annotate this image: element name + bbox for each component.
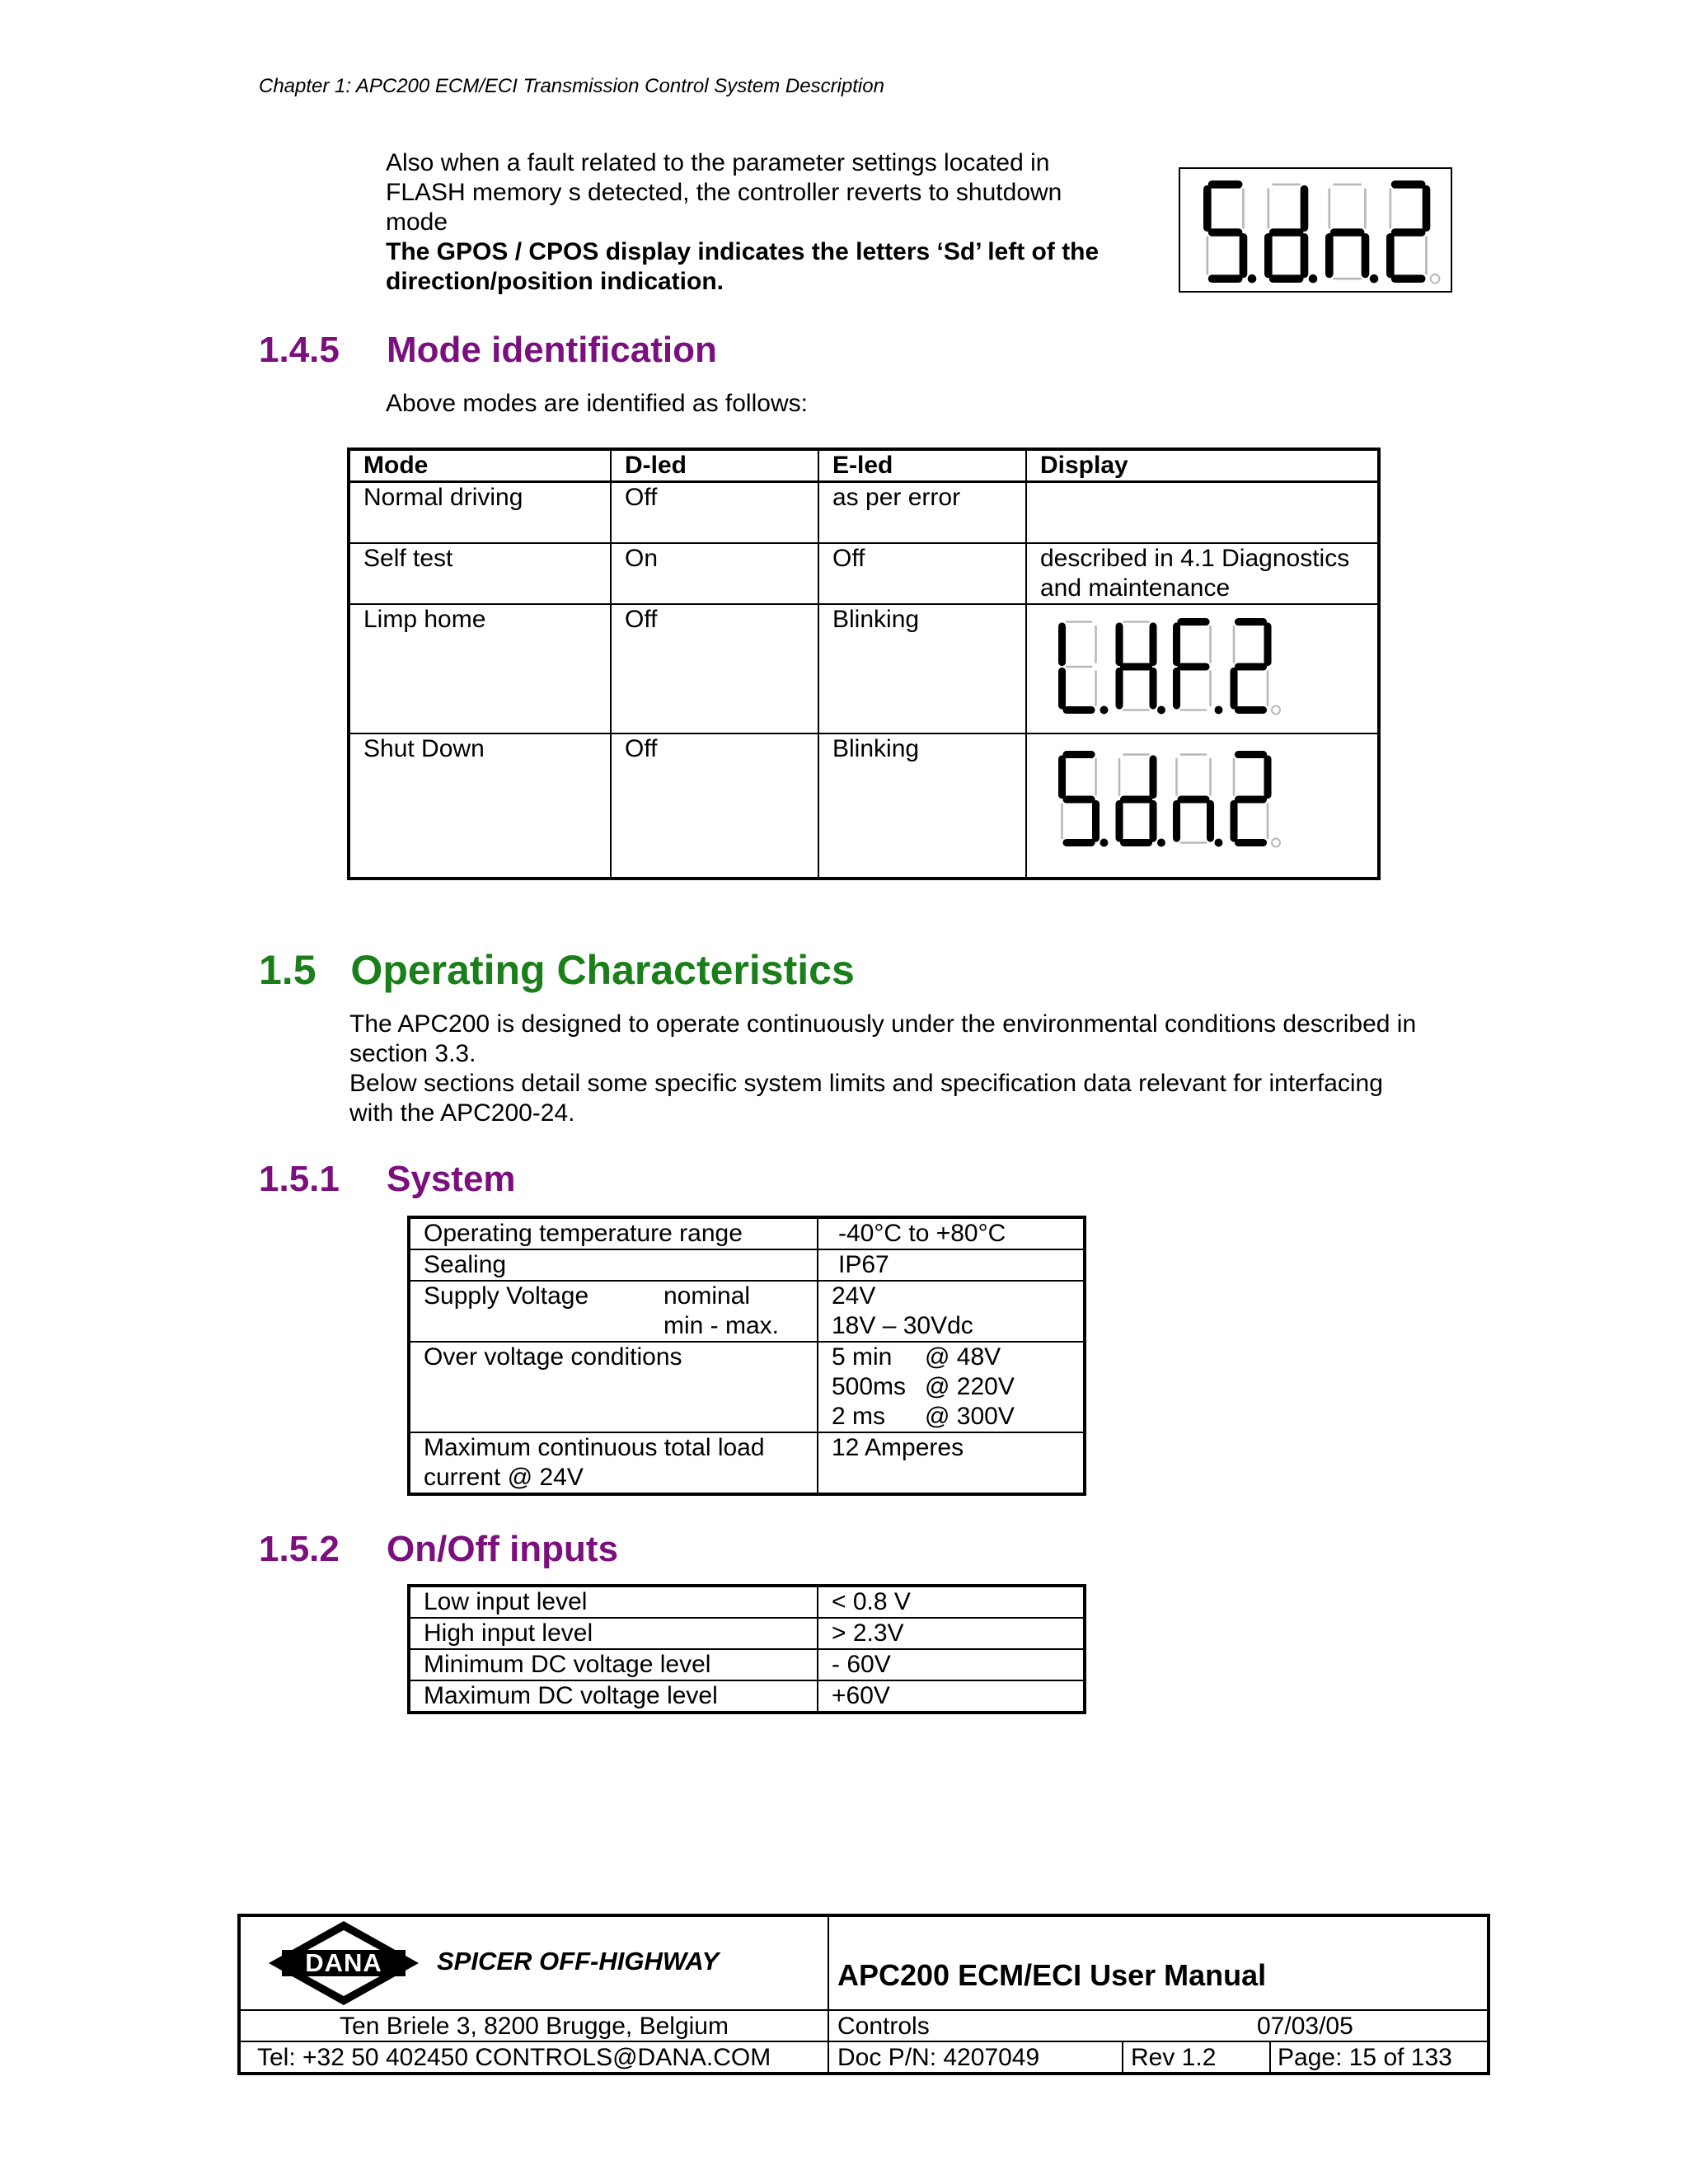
decimal-point (1157, 838, 1165, 846)
decimal-point (1370, 274, 1379, 284)
display-text: and maintenance (1040, 574, 1231, 602)
paragraph-line: Below sections detail some specific system limits and specification data relevant for interfacing (349, 1070, 1383, 1097)
section-number: 1.5.2 (259, 1529, 340, 1569)
spec-value: 12 Amperes (818, 1432, 1085, 1494)
value-text: @ 48V (925, 1343, 1001, 1371)
value-line (832, 1372, 1083, 1402)
section-number: 1.4.5 (259, 330, 340, 370)
seven-segment-svg (1058, 618, 1287, 715)
value-line (832, 1402, 1083, 1432)
spec-value: - 60V (818, 1649, 1085, 1680)
section-title: System (387, 1159, 516, 1199)
spec-value (818, 1281, 1085, 1342)
decimal-point (1431, 274, 1440, 284)
mode-cell: Limp home (349, 604, 611, 733)
dled-cell: Off (611, 733, 818, 879)
seven-segment-svg (1203, 180, 1447, 284)
divider (828, 1917, 829, 2072)
table-row (349, 482, 1379, 543)
decimal-point (1309, 274, 1318, 284)
mode-cell: Self test (349, 543, 611, 604)
spec-label: Minimum DC voltage level (409, 1649, 818, 1680)
section-number: 1.5.1 (259, 1159, 340, 1199)
inputs-table (407, 1584, 1086, 1714)
dled-cell: On (611, 543, 818, 604)
eled-cell: Off (818, 543, 1026, 604)
column-header: Mode (349, 449, 611, 482)
label-text: min - max. (663, 1312, 780, 1339)
intro-line: FLASH memory s detected, the controller reverts to shutdown (386, 179, 1062, 206)
eled-cell: as per error (818, 482, 1026, 543)
divider (1122, 2041, 1123, 2072)
section-number: 1.5 (259, 947, 316, 993)
spec-label: High input level (409, 1618, 818, 1649)
department-text: Controls (837, 2013, 930, 2040)
decimal-point (1100, 705, 1108, 714)
segment-display (1058, 618, 1287, 715)
label-text: current @ 24V (424, 1464, 584, 1491)
spec-value (818, 1217, 1085, 1249)
intro-bold-line: direction/position indication. (386, 268, 724, 295)
value-text: -40°C to +80°C (838, 1220, 1006, 1247)
spec-label: Maximum DC voltage level (409, 1680, 818, 1713)
system-spec-table (407, 1216, 1086, 1496)
table-row (409, 1649, 1085, 1680)
doc-number-text: Doc P/N: 4207049 (837, 2044, 1040, 2071)
chapter-header: Chapter 1: APC200 ECM/ECI Transmission Control System Description (259, 75, 884, 97)
column-header: Display (1026, 449, 1379, 482)
value-text: @ 220V (925, 1373, 1015, 1400)
eled-cell: Blinking (818, 604, 1026, 733)
paragraph-line: with the APC200-24. (349, 1099, 575, 1127)
spec-label (409, 1432, 818, 1494)
label-text: nominal (663, 1282, 751, 1310)
section-title: On/Off inputs (387, 1529, 619, 1569)
table-row (409, 1249, 1085, 1281)
decimal-point (1214, 705, 1222, 714)
revision-text: Rev 1.2 (1131, 2044, 1217, 2071)
section-title: Mode identification (387, 330, 717, 370)
table-row (349, 604, 1379, 733)
dled-cell: Off (611, 604, 818, 733)
seven-segment-svg (1058, 751, 1287, 848)
mode-intro-text: Above modes are identified as follows: (386, 390, 808, 417)
divider (241, 2009, 1487, 2011)
mode-cell: Normal driving (349, 482, 611, 543)
column-header: D-led (611, 449, 818, 482)
section-heading-1-5 (259, 946, 855, 994)
operating-intro (349, 1010, 1503, 1128)
value-text: 18V – 30Vdc (832, 1312, 973, 1339)
decimal-point (1272, 705, 1280, 714)
spec-label (409, 1281, 818, 1342)
label-text: Maximum continuous total load (424, 1434, 765, 1461)
paragraph-line: section 3.3. (349, 1040, 476, 1067)
manual-title: APC200 ECM/ECI User Manual (837, 1958, 1267, 1992)
value-text: 500ms (832, 1373, 907, 1400)
column-header: E-led (818, 449, 1026, 482)
table-row (409, 1586, 1085, 1618)
decimal-point (1100, 838, 1108, 846)
display-text: described in 4.1 Diagnostics (1040, 544, 1350, 572)
value-text: 5 min (832, 1343, 893, 1371)
display-cell (1026, 733, 1379, 879)
value-line (832, 1343, 1083, 1372)
divider (241, 2041, 1487, 2042)
spec-value: > 2.3V (818, 1618, 1085, 1649)
decimal-point (1272, 838, 1280, 846)
dana-logo (265, 1919, 422, 2008)
display-cell (1026, 543, 1379, 604)
display-cell (1026, 604, 1379, 733)
table-header-row (349, 449, 1379, 482)
spec-label: Sealing (409, 1249, 818, 1281)
table-row (349, 543, 1379, 604)
mode-cell: Shut Down (349, 733, 611, 879)
label-text: Supply Voltage (424, 1282, 589, 1310)
value-text: @ 300V (925, 1403, 1015, 1430)
intro-line: Also when a fault related to the parameter settings located in (386, 149, 1050, 176)
paragraph-line: The APC200 is designed to operate continuously under the environmental conditions described in (349, 1010, 1417, 1038)
date-text: 07/03/05 (1257, 2013, 1353, 2040)
table-row (409, 1217, 1085, 1249)
value-text: 24V (832, 1282, 876, 1310)
table-row (349, 733, 1379, 879)
section-title: Operating Characteristics (350, 947, 855, 993)
segment-display (1058, 751, 1287, 848)
decimal-point (1214, 838, 1222, 846)
page-number-text: Page: 15 of 133 (1278, 2044, 1452, 2071)
intro-paragraph (386, 148, 1144, 297)
table-row (409, 1618, 1085, 1649)
value-text: 2 ms (832, 1403, 886, 1430)
intro-line: mode (386, 209, 448, 236)
contact-text: Tel: +32 50 402450 CONTROLS@DANA.COM (257, 2044, 771, 2071)
intro-bold-line: The GPOS / CPOS display indicates the letters ‘Sd’ left of the (386, 238, 1100, 265)
spec-value: +60V (818, 1680, 1085, 1713)
page-footer (237, 1914, 1490, 2075)
table-row (409, 1281, 1085, 1342)
logo-text: DANA (305, 1948, 382, 1977)
segment-display (1203, 180, 1447, 284)
spec-label: Over voltage conditions (409, 1342, 818, 1432)
display-cell (1026, 482, 1379, 543)
brand-text: SPICER OFF-HIGHWAY (437, 1947, 720, 1975)
spec-value (818, 1342, 1085, 1432)
table-row (409, 1680, 1085, 1713)
divider (1269, 2041, 1271, 2072)
spec-value (818, 1249, 1085, 1281)
mode-table (347, 448, 1381, 880)
table-row (409, 1432, 1085, 1494)
dled-cell: Off (611, 482, 818, 543)
spec-label: Operating temperature range (409, 1217, 818, 1249)
spec-value: < 0.8 V (818, 1586, 1085, 1618)
value-text: IP67 (838, 1251, 889, 1278)
decimal-point (1248, 274, 1257, 284)
decimal-point (1157, 705, 1165, 714)
table-row (409, 1342, 1085, 1432)
spec-label: Low input level (409, 1586, 818, 1618)
address-text: Ten Briele 3, 8200 Brugge, Belgium (340, 2013, 729, 2040)
shutdown-display-box (1179, 167, 1452, 293)
eled-cell: Blinking (818, 733, 1026, 879)
